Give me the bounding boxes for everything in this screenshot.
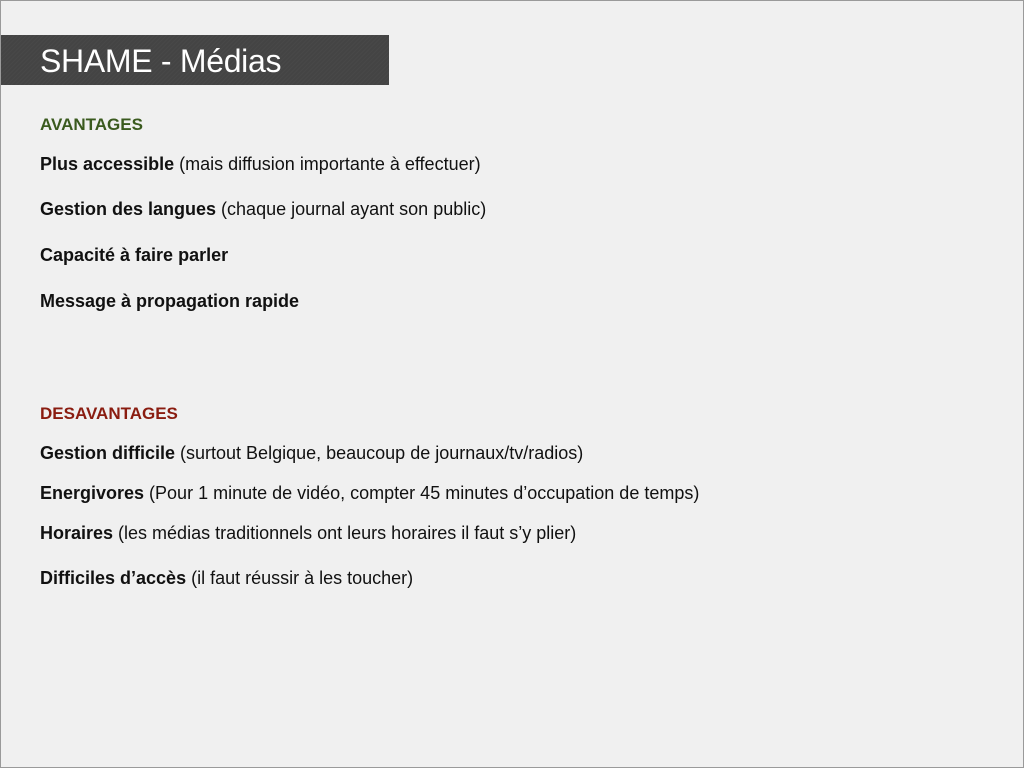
disadvantage-detail: (il faut réussir à les toucher) [186,568,414,588]
disadvantage-item-4 [40,567,413,589]
disadvantage-term: Gestion difficile [40,443,176,463]
advantage-item-4 [40,290,299,312]
disadvantage-term: Energivores [40,483,145,503]
advantage-item-2 [40,198,486,220]
advantage-detail: (chaque journal ayant son public) [216,199,487,219]
disadvantage-term: Difficiles d’accès [40,568,187,588]
advantage-item-1 [40,153,481,175]
advantage-term: Message à propagation rapide [40,291,300,311]
disadvantages-heading: DESAVANTAGES [40,404,178,423]
disadvantage-detail: (surtout Belgique, beaucoup de journaux/tv/radios) [175,443,584,463]
disadvantage-item-3 [40,522,576,544]
disadvantage-term: Horaires [40,523,114,543]
advantage-term: Gestion des langues [40,199,217,219]
advantage-term: Plus accessible [40,154,175,174]
disadvantage-detail: (les médias traditionnels ont leurs horaires il faut s’y plier) [113,523,577,543]
slide-title: SHAME - Médias [40,43,282,79]
disadvantage-item-2 [40,482,699,504]
disadvantage-item-1 [40,442,583,464]
title-bar [1,35,389,85]
disadvantage-detail: (Pour 1 minute de vidéo, compter 45 minutes d’occupation de temps) [144,483,700,503]
advantages-heading: AVANTAGES [40,115,143,134]
advantage-detail: (mais diffusion importante à effectuer) [174,154,481,174]
advantage-term: Capacité à faire parler [40,245,229,265]
advantage-item-3 [40,244,228,266]
